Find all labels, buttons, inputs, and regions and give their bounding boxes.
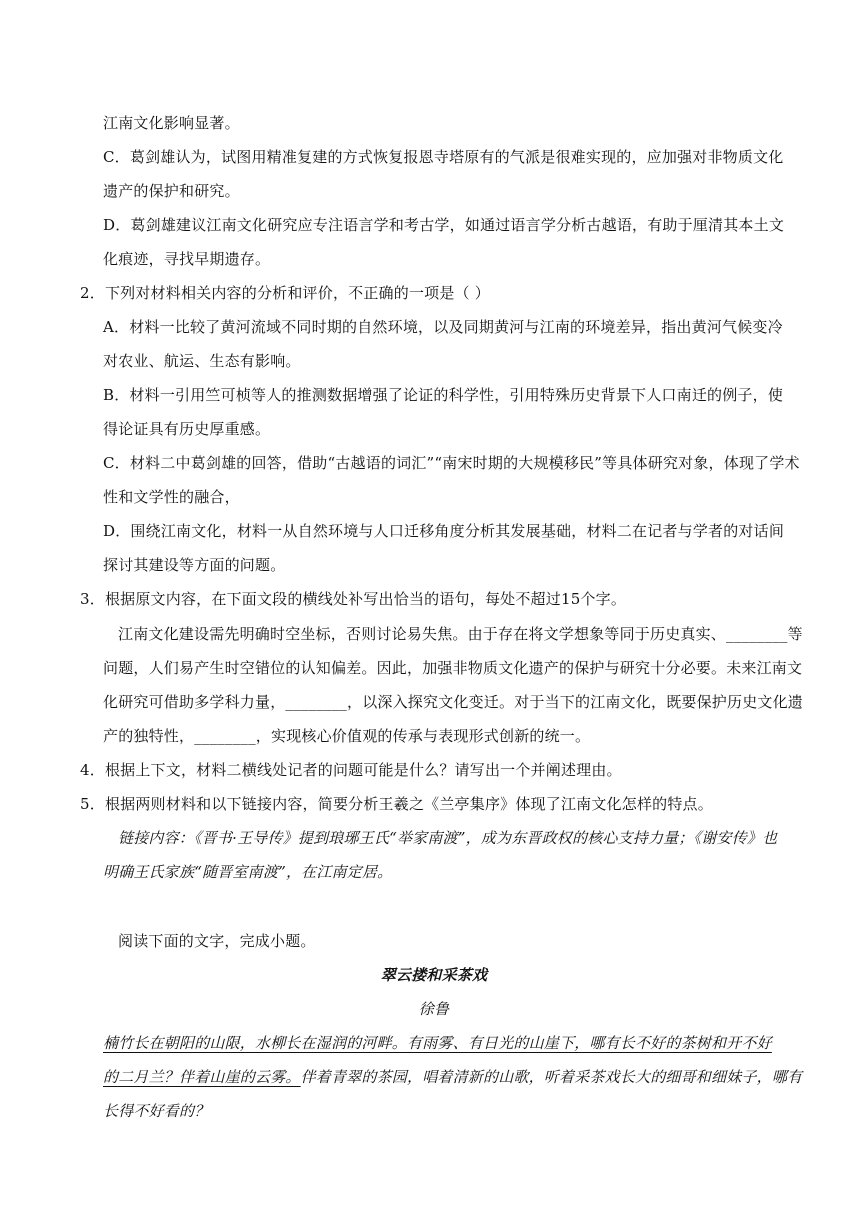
option-a-line: A．材料一比较了黄河流域不同时期的自然环境，以及同期黄河与江南的环境差异，指出黄河气候变冷 xyxy=(103,318,783,336)
article-paragraph-line xyxy=(103,1067,802,1087)
question-3: 3．根据原文内容，在下面文段的横线处补写出恰当的语句，每处不超过15个字。 xyxy=(80,590,627,608)
text-line: 江南文化影响显著。 xyxy=(103,114,240,132)
option-d-line: D．围绕江南文化，材料一从自然环境与人口迁移角度分析其发展基础，材料二在记者与学者的对话间 xyxy=(103,522,785,540)
plain-segment: 伴着青翠的茶园，唱着清新的山歌，听着采茶戏长大的细哥和细妹子，哪有 xyxy=(300,1068,803,1086)
fill-paragraph-line: 化研究可借助多学科力量，________，以深入探究文化变迁。对于当下的江南文化，既要保护历史文化遗 xyxy=(103,693,804,711)
option-c-line: C．葛剑雄认为，试图用精准复建的方式恢复报恩寺塔原有的气派是很难实现的，应加强对非物质文化 xyxy=(103,148,784,166)
article-title: 翠云搂和采茶戏 xyxy=(380,966,488,984)
option-c-line: C．材料二中葛剑雄的回答，借助“古越语的词汇”“南宋时期的大规模移民”等具体研究对象，体现了学术 xyxy=(103,454,800,472)
article-author: 徐鲁 xyxy=(418,1000,450,1018)
option-b-line: B．材料一引用竺可桢等人的推测数据增强了论证的科学性，引用特殊历史背景下人口南迁的例子，使 xyxy=(103,386,784,404)
underlined-segment: 的二月兰？伴着山崖的云雾。 xyxy=(103,1068,301,1086)
article-paragraph-line: 长得不好看的？ xyxy=(103,1102,210,1120)
reading-instruction: 阅读下面的文字，完成小题。 xyxy=(118,932,316,950)
text-line: 得论证具有历史厚重感。 xyxy=(103,420,271,438)
fill-paragraph-line: 江南文化建设需先明确时空坐标，否则讨论易失焦。由于存在将文学想象等同于历史真实、________等 xyxy=(118,625,803,643)
question-5: 5．根据两则材料和以下链接内容，简要分析王羲之《兰亭集序》体现了江南文化怎样的特点。 xyxy=(80,795,713,813)
fill-paragraph-line: 问题，人们易产生时空错位的认知偏差。因此，加强非物质文化遗产的保护与研究十分必要。未来江南文 xyxy=(103,659,803,677)
question-2: 2．下列对材料相关内容的分析和评价，不正确的一项是（ ） xyxy=(80,284,490,302)
fill-paragraph-line: 产的独特性，________，实现核心价值观的传承与表现形式创新的统一。 xyxy=(103,727,591,745)
text-line: 对农业、航运、生态有影响。 xyxy=(103,352,301,370)
question-4: 4．根据上下文，材料二横线处记者的问题可能是什么？请写出一个并阐述理由。 xyxy=(80,761,622,779)
link-content-line: 链接内容：《晋书·王导传》提到琅琊王氏“举家南渡”，成为东晋政权的核心支持力量；《谢安传》也 xyxy=(118,829,778,847)
option-d-line: D．葛剑雄建议江南文化研究应专注语言学和考古学，如通过语言学分析古越语，有助于厘清其本土文 xyxy=(103,216,785,234)
text-line: 化痕迹，寻找早期遗存。 xyxy=(103,250,271,268)
text-line: 遗产的保护和研究。 xyxy=(103,182,240,200)
text-line: 探讨其建设等方面的问题。 xyxy=(103,556,286,574)
article-paragraph-line: 楠竹长在朝阳的山限，水柳长在湿润的河畔。有雨雾、有日光的山崖下，哪有长不好的茶树和开不好 xyxy=(103,1034,772,1052)
link-content-line: 明确王氏家族“随晋室南渡”，在江南定居。 xyxy=(103,863,393,881)
text-line: 性和文学性的融合， xyxy=(103,488,240,506)
